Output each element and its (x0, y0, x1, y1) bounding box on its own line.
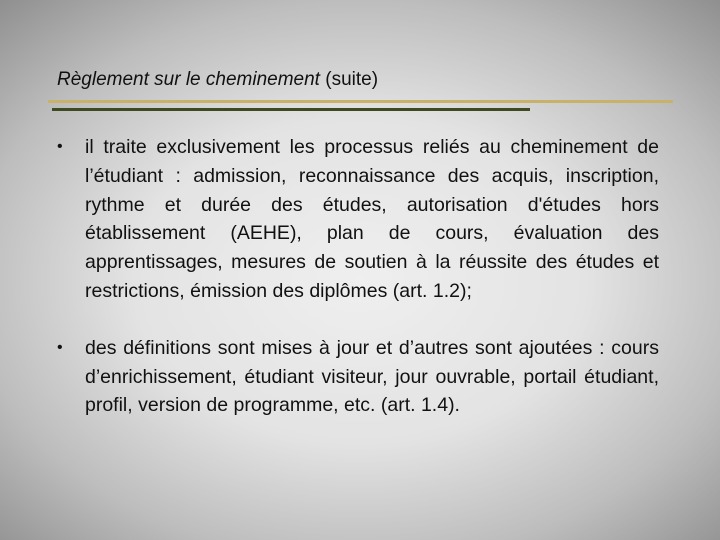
slide-title (57, 66, 378, 94)
title-underline-gold (48, 100, 673, 103)
bullet-item (57, 334, 659, 420)
bullet-text: il traite exclusivement les processus reliés au cheminement de l’étudiant : admission, reconnaissance des acquis, inscription, rythme et durée des études, autorisation d'études hors établissement (AEHE), plan de cours, évaluation des apprentissages, mesures de soutien à la réussite des études et restrictions, émission des diplômes (art. 1.2); (85, 136, 659, 302)
bullet-dot-icon: • (57, 338, 63, 356)
slide-title-suffix: (suite) (319, 69, 379, 90)
title-underline-green (52, 108, 530, 111)
bullet-dot-icon: • (57, 138, 63, 155)
bullet-list (57, 133, 659, 448)
bullet-text: des définitions sont mises à jour et d’autres sont ajoutées : cours d’enrichissement, étudiant visiteur, jour ouvrable, portail étudiant, profil, version de programme, etc. (art. 1.4). (85, 336, 659, 417)
slide-title-italic: Règlement sur le cheminement (57, 69, 320, 90)
bullet-item (57, 133, 659, 306)
